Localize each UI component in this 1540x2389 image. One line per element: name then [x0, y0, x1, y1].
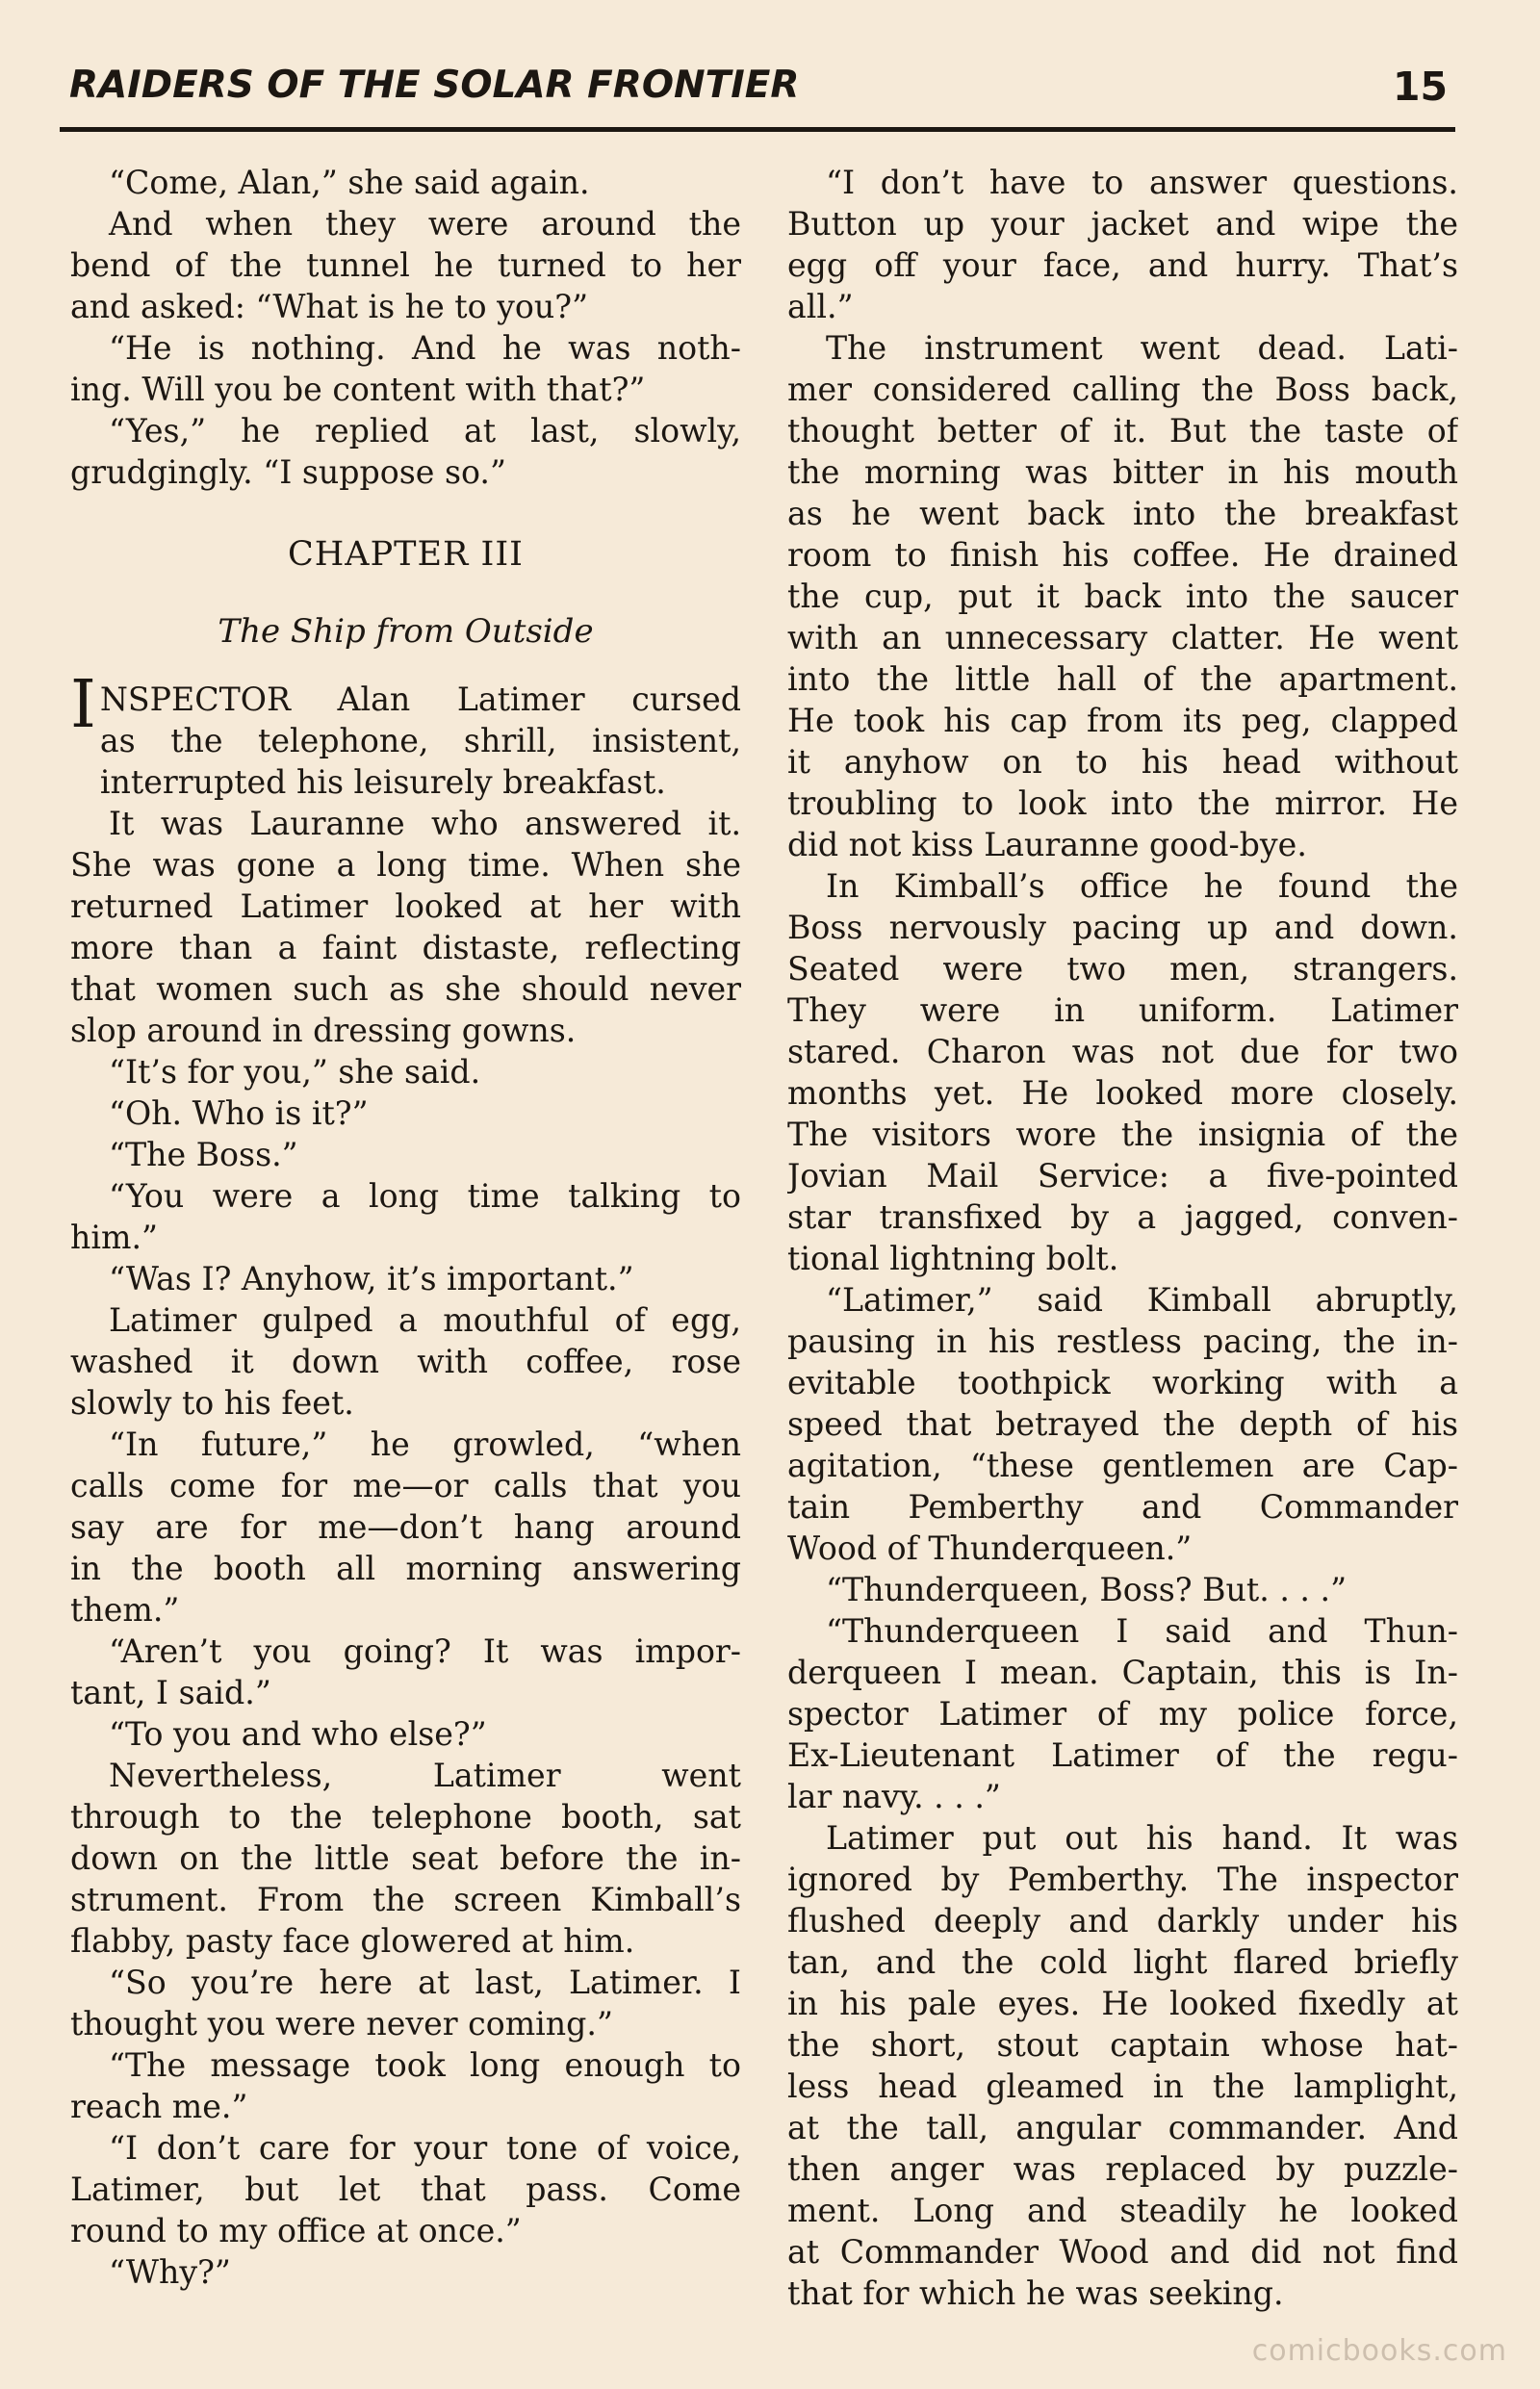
text-line: months yet. He looked more closely.: [787, 1074, 1458, 1112]
right-text-column: [787, 162, 1458, 2314]
text-line: did not kiss Lauranne good-bye.: [787, 826, 1307, 863]
left-column-body-lines: [70, 761, 741, 2293]
site-watermark: comicbooks.com: [1251, 2334, 1507, 2368]
text-line: “Aren’t you going? It was impor-: [109, 1632, 741, 1670]
text-line: Latimer put out his hand. It was: [826, 1819, 1458, 1857]
text-line: mer considered calling the Boss back,: [787, 371, 1458, 408]
text-line: The visitors wore the insignia of the: [787, 1116, 1458, 1153]
left-text-column: [70, 162, 741, 2293]
running-header: [60, 60, 1455, 132]
text-line: slop around in dressing gowns.: [70, 1012, 577, 1049]
text-line: The instrument went dead. Lati-: [826, 329, 1458, 367]
text-line: Nevertheless, Latimer went: [109, 1757, 741, 1794]
text-line: it anyhow on to his head without: [787, 743, 1458, 781]
text-line: “Oh. Who is it?”: [109, 1094, 369, 1132]
text-line: “So you’re here at last, Latimer. I: [109, 1964, 741, 2001]
text-line: In Kimball’s office he found the: [826, 867, 1458, 905]
text-line: at Commander Wood and did not find: [787, 2233, 1458, 2271]
text-line: troubling to look into the mirror. He: [787, 784, 1458, 822]
text-line: “Thunderqueen I said and Thun-: [826, 1612, 1458, 1650]
text-line: then anger was replaced by puzzle-: [787, 2150, 1458, 2188]
text-line: evitable toothpick working with a: [787, 1364, 1458, 1401]
text-line: ing. Will you be content with that?”: [70, 371, 646, 408]
text-line: strument. From the screen Kimball’s: [70, 1881, 741, 1918]
text-line: Boss nervously pacing up and down.: [787, 909, 1458, 946]
text-line: They were in uniform. Latimer: [787, 991, 1458, 1029]
text-line: more than a faint distaste, reflecting: [70, 929, 741, 966]
text-line: bend of the tunnel he turned to her: [70, 246, 741, 284]
text-line: It was Lauranne who answered it.: [109, 805, 741, 842]
text-line: round to my office at once.”: [70, 2212, 522, 2249]
text-line: them.”: [70, 1591, 180, 1629]
text-line: Latimer, but let that pass. Come: [70, 2171, 741, 2208]
text-line: “You were a long time talking to: [109, 1177, 741, 1215]
text-line: spector Latimer of my police force,: [787, 1695, 1458, 1733]
text-line: “Yes,” he replied at last, slowly,: [109, 412, 741, 450]
story-title: RAIDERS OF THE SOLAR FRONTIER: [69, 64, 800, 107]
text-line: tain Pemberthy and Commander: [787, 1488, 1458, 1526]
text-line: “Was I? Anyhow, it’s important.”: [109, 1260, 634, 1297]
drop-cap-letter: I: [70, 667, 96, 743]
text-line: thought you were never coming.”: [70, 2005, 613, 2042]
text-line: with an unnecessary clatter. He went: [787, 619, 1458, 656]
text-line: that for which he was seeking.: [787, 2274, 1284, 2312]
text-line: stared. Charon was not due for two: [787, 1033, 1458, 1070]
text-line: tan, and the cold light flared briefly: [787, 1943, 1458, 1981]
text-line: Seated were two men, strangers.: [787, 950, 1458, 988]
text-line: pausing in his restless pacing, the in-: [787, 1323, 1458, 1360]
text-line: as he went back into the breakfast: [787, 495, 1458, 532]
text-line: derqueen I mean. Captain, this is In-: [787, 1654, 1458, 1691]
text-line: all.”: [787, 288, 854, 325]
text-line: returned Latimer looked at her with: [70, 887, 741, 925]
text-line: lar navy. . . .”: [787, 1778, 1001, 1815]
text-line: “The message took long enough to: [109, 2046, 741, 2084]
text-line: “To you and who else?”: [109, 1715, 487, 1753]
text-line: Ex-Lieutenant Latimer of the regu-: [787, 1736, 1458, 1774]
text-line: speed that betrayed the depth of his: [787, 1405, 1458, 1443]
text-line: the cup, put it back into the saucer: [787, 578, 1458, 615]
text-line: flabby, pasty face glowered at him.: [70, 1922, 635, 1960]
text-line: the short, stout captain whose hat-: [787, 2026, 1458, 2064]
text-line: say are for me—don’t hang around: [70, 1508, 741, 1546]
text-line: into the little hall of the apartment.: [787, 660, 1458, 698]
text-line: reach me.”: [70, 2088, 248, 2125]
text-line: ment. Long and steadily he looked: [787, 2192, 1458, 2229]
text-line: and asked: “What is he to you?”: [70, 288, 589, 325]
text-line: grudgingly. “I suppose so.”: [70, 453, 506, 491]
text-line: Button up your jacket and wipe the: [787, 205, 1458, 243]
page-number: 15: [1392, 64, 1448, 110]
text-line: slowly to his feet.: [70, 1384, 354, 1422]
text-line: “Thunderqueen, Boss? But. . . .”: [826, 1571, 1348, 1608]
text-line: Wood of Thunderqueen.”: [787, 1529, 1193, 1567]
text-line: washed it down with coffee, rose: [70, 1343, 741, 1380]
text-line: that women such as she should never: [70, 970, 741, 1008]
text-line: egg off your face, and hurry. That’s: [787, 246, 1458, 284]
text-line: the morning was bitter in his mouth: [787, 453, 1458, 491]
text-line: “In future,” he growled, “when: [109, 1426, 741, 1463]
chapter-opening-paragraph: [70, 667, 741, 761]
text-line: Latimer gulped a mouthful of egg,: [109, 1301, 741, 1339]
text-line: “I don’t have to answer questions.: [826, 164, 1458, 201]
text-line: in the booth all morning answering: [70, 1550, 741, 1587]
text-line: flushed deeply and darkly under his: [787, 1902, 1458, 1939]
text-line: And when they were around the: [109, 205, 741, 243]
text-line: down on the little seat before the in-: [70, 1839, 741, 1877]
text-line: in his pale eyes. He looked fixedly at: [787, 1985, 1458, 2022]
text-line: He took his cap from its peg, clapped: [787, 702, 1458, 739]
text-line: agitation, “these gentlemen are Cap-: [787, 1447, 1458, 1484]
text-line: through to the telephone booth, sat: [70, 1798, 741, 1836]
left-column-opening-lines: [70, 162, 741, 493]
chapter-heading: CHAPTER III: [288, 535, 524, 574]
text-line: “He is nothing. And he was noth-: [109, 329, 741, 367]
text-line: She was gone a long time. When she: [70, 846, 741, 884]
text-line: “Come, Alan,” she said again.: [109, 164, 590, 201]
text-line: “I don’t care for your tone of voice,: [109, 2129, 741, 2167]
text-line: star transfixed by a jagged, conven-: [787, 1198, 1458, 1236]
chapter-subtitle: The Ship from Outside: [218, 612, 594, 651]
text-line: less head gleamed in the lamplight,: [787, 2068, 1458, 2105]
text-line: tant, I said.”: [70, 1674, 271, 1711]
text-line: NSPECTOR Alan Latimer cursed: [99, 681, 741, 718]
text-line: at the tall, angular commander. And: [787, 2109, 1458, 2146]
text-line: ignored by Pemberthy. The inspector: [787, 1861, 1458, 1898]
text-line: thought better of it. But the taste of: [787, 412, 1458, 450]
text-line: interrupted his leisurely breakfast.: [99, 763, 666, 801]
text-line: him.”: [70, 1219, 158, 1256]
text-line: Jovian Mail Service: a five-pointed: [787, 1157, 1458, 1194]
text-line: room to finish his coffee. He drained: [787, 536, 1458, 574]
text-line: calls come for me—or calls that you: [70, 1467, 741, 1504]
text-line: “Why?”: [109, 2253, 231, 2291]
text-line: “Latimer,” said Kimball abruptly,: [826, 1281, 1458, 1319]
text-line: “The Boss.”: [109, 1136, 298, 1173]
text-line: tional lightning bolt.: [787, 1240, 1119, 1277]
text-line: “It’s for you,” she said.: [109, 1053, 481, 1091]
text-line: as the telephone, shrill, insistent,: [99, 722, 741, 759]
